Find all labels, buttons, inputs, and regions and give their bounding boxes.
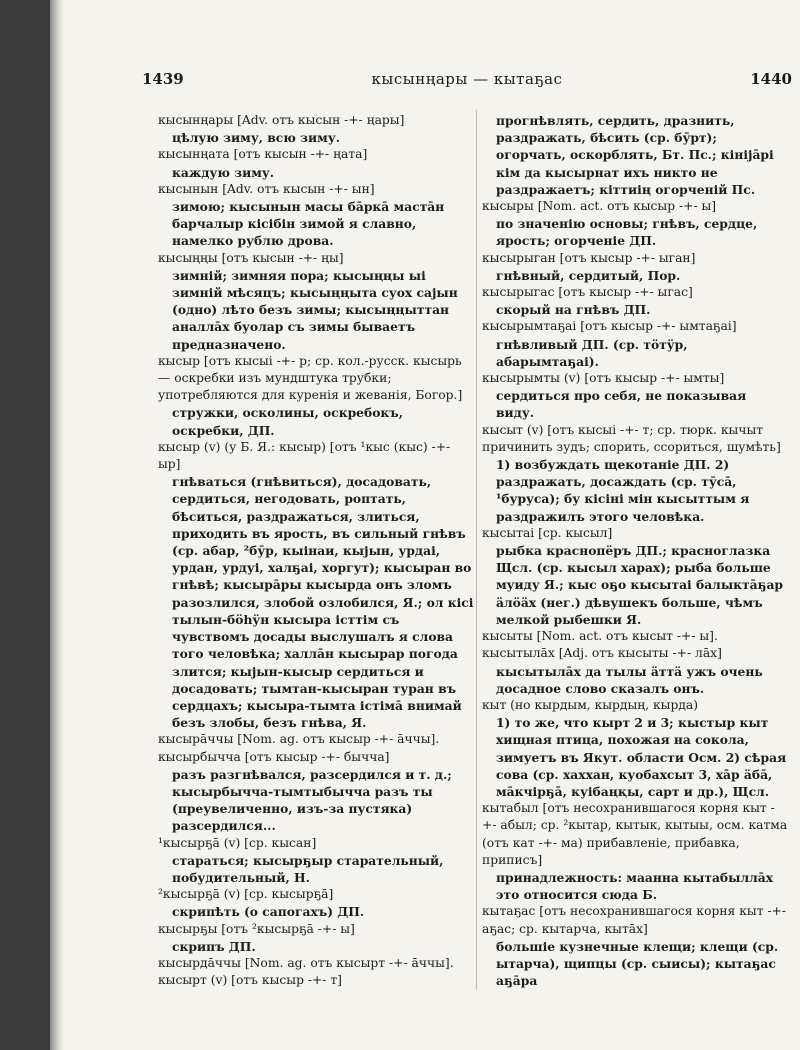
entry-definition: прогнѣвлять, сердить, дразнить, раздражать, бѣсить (ср. бӯрт); огорчать, оскорблять, Бт. Пс.; кініјāрі кім да кысырнат ихъ никто не раздражаетъ; кіттиің огорченій Пс. — [496, 113, 774, 197]
dictionary-entry — [482, 628, 788, 645]
dictionary-entry — [158, 731, 474, 748]
entry-definition: скрипѣть (о сапогахъ) ДП. — [172, 904, 365, 920]
dictionary-entry — [158, 972, 474, 989]
entry-headword: кысыңңы [отъ кысын -+- ңы] — [158, 250, 344, 265]
entry-definition: скрипъ ДП. — [172, 938, 256, 954]
dictionary-entry — [482, 645, 788, 697]
entry-definition: 1) то же, что кырт 2 и 3; кыстыр кыт хищная птица, похожая на сокола, зимуетъ въ Якут. области Осм. 2) сѣрая сова (ср. хаххан, куобахсыт 3, хāр äбā, мāкчірҕā, куібаңқы, сарт и др.), Щсл. — [496, 715, 787, 799]
entry-headword: кысырымтаҕаі [отъ кысыр -+- ымтаҕаі] — [482, 319, 737, 334]
dictionary-entry — [158, 146, 474, 180]
entry-headword: кысытаі [ср. кысыл] — [482, 525, 613, 540]
dictionary-entry — [158, 955, 474, 972]
dictionary-entry — [482, 318, 788, 370]
entry-headword: кысынңата [отъ кысын -+- ңата] — [158, 147, 368, 162]
entry-definition: стараться; кысырҕыр старательный, побудительный, Н. — [172, 852, 444, 885]
entry-headword: ¹кысырҕā (v) [ср. кысан] — [158, 835, 317, 850]
entry-headword: кысыры [Nom. act. отъ кысыр -+- ы] — [482, 199, 717, 214]
dictionary-entry — [158, 886, 474, 920]
right-column — [482, 112, 788, 1042]
entry-headword: кысыт (v) [отъ кысыі -+- т; ср. тюрк. кычыт причинить зудъ; спорить, ссориться, шумѣть] — [482, 422, 781, 454]
left-column — [158, 112, 474, 1042]
entry-definition: зимній; зимняя пора; кысыңңы ыі зимній мѣсяцъ; кысыңңыта суох сајын (одно) лѣто безъ зимы; кысыңңыттан аналлāх буолар съ зимы бываетъ предназначено. — [172, 267, 458, 352]
entry-definition: кысытылāх да тылы äттä ужъ очень досадное слово сказалъ онъ. — [496, 663, 763, 696]
entry-headword: кытаҕас [отъ несохранившагося корня кыт -+- аҕас; ср. кытарча, кытāх] — [482, 904, 787, 936]
entry-headword: кысырыган [отъ кысыр -+- ыган] — [482, 250, 696, 265]
entry-definition: 1) возбуждать щекотаніе ДП. 2) раздражать, досаждать (ср. тӯсā, ¹буруса); бу кісіні мін кысыттым я раздражилъ этого человѣка. — [496, 457, 750, 524]
entry-headword: кысырбычча [отъ кысыр -+- бычча] — [158, 749, 390, 764]
dictionary-entry — [482, 198, 788, 250]
entry-headword: кысынңары [Adv. отъ кысын -+- ңары] — [158, 113, 405, 127]
entry-headword: ²кысырҕā (v) [ср. кысырҕā] — [158, 887, 334, 902]
dictionary-entry — [482, 422, 788, 525]
entry-definition: сердиться про себя, не показывая виду. — [496, 388, 747, 421]
dictionary-entry — [482, 903, 788, 989]
page-title: кысынңары — кытаҕас — [371, 70, 563, 88]
entry-definition: стружки, осколины, оскребокъ, оскребки, ДП. — [172, 405, 403, 438]
entry-definition: гнѣваться (гнѣвиться), досадовать, сердиться, негодовать, роптать, бѣситься, раздражаться, злиться, приходить въ ярость, въ сильный гнѣвъ (ср. абар, ²бӯр, кыінаи, кыјын, урдаі, урдан, урдуі, халҕаі, хоргут); кысыран во гнѣвѣ; кысырāры кысырда онъ зломъ разозлился, злобой озлобился, Я.; ол кісі тылын-бӧһӱн кысыра істтім съ чувствомъ досады выслушалъ я слова того человѣка; халлāн кысырар погода злится; кыјын-кысыр сердиться и досадовать; тымтан-кысыран туран въ сердцахъ; кысыра-тымта істімā внимай безъ злобы, безъ гнѣва, Я. — [172, 474, 474, 731]
entry-definition: скорый на гнѣвъ ДП. — [496, 302, 651, 318]
dictionary-entry — [158, 439, 474, 731]
dictionary-entry — [482, 112, 788, 198]
page-binding-shadow — [50, 0, 64, 1050]
entry-headword: кысытылāх [Adj. отъ кысыты -+- лāх] — [482, 646, 722, 661]
dictionary-entry — [482, 800, 788, 903]
dictionary-entry — [158, 921, 474, 955]
entry-headword: кысырт (v) [отъ кысыр -+- т] — [158, 973, 342, 988]
entry-headword: кысырдāччы [Nom. ag. отъ кысырт -+- āччы]. — [158, 955, 454, 970]
dictionary-entry — [482, 697, 788, 800]
entry-definition: каждую зиму. — [172, 164, 275, 180]
entry-headword: кыт (но кырдым, кырдың, кырда) — [482, 697, 699, 712]
column-divider — [476, 110, 477, 990]
entry-definition: гнѣвный, сердитый, Пор. — [496, 267, 681, 283]
dictionary-entry — [482, 250, 788, 284]
entry-definition: гнѣвливый ДП. (ср. тӧтӱр, абарымтаҕаі). — [496, 336, 688, 369]
dictionary-entry — [482, 370, 788, 422]
entry-headword: кысырымты (v) [отъ кысыр -+- ымты] — [482, 371, 725, 386]
running-header — [142, 70, 792, 92]
dictionary-entry — [158, 181, 474, 250]
dictionary-entry — [158, 250, 474, 353]
page-number-left: 1439 — [142, 70, 184, 88]
entry-headword: кысыр (v) (у Б. Я.: кысыр) [отъ ¹кыс (кыс) -+- ыр] — [158, 439, 451, 472]
entry-headword: кысыр [отъ кысыі -+- р; ср. кол.-русск. кысырь — оскребки изъ мундштука трубки; употребляются для куренія и жеванія, Богор.] — [158, 353, 463, 403]
entry-definition: разъ разгнѣвался, разсердился и т. д.; кысырбычча-тымтыбычча разъ ты (преувеличенно, изъ-за пустяка) разсердился... — [172, 766, 452, 834]
dictionary-page — [50, 0, 800, 1050]
dictionary-entry — [158, 835, 474, 887]
dictionary-entry — [158, 112, 474, 146]
dictionary-entry — [158, 353, 474, 439]
page-number-right: 1440 — [750, 70, 792, 88]
entry-definition: принадлежность: мааннa кытабыллāх это относится сюда Б. — [496, 869, 774, 903]
entry-definition: большіе кузнечные клещи; клещи (ср. ытарча), щипцы (ср. сыисы); кытаҕас аҕāра — [496, 938, 779, 989]
entry-headword: кысынын [Adv. отъ кысын -+- ын] — [158, 181, 375, 196]
entry-headword: кысырāччы [Nom. ag. отъ кысыр -+- āччы]. — [158, 732, 440, 747]
dictionary-entry — [482, 284, 788, 318]
entry-definition: зимою; кысынын масы бāркā мастāн барчалыр кісібін зимой я славно, намелко рублю дрова. — [172, 199, 445, 249]
entry-definition: рыбка краснопёръ ДП.; красноглазка Щсл. (ср. кысыл харах); рыба больше муиду Я.; кыс оҕо кысытаі балыктāҕар äлöäх (нег.) дѣвушекъ больше, чѣмъ мелкой рыбешки Я. — [496, 543, 784, 627]
entry-headword: кысырҕы [отъ ²кысырҕā -+- ы] — [158, 921, 355, 936]
dictionary-entry — [158, 749, 474, 835]
dictionary-entry — [482, 525, 788, 628]
entry-definition: цѣлую зиму, всю зиму. — [172, 130, 340, 146]
entry-definition: по значенію основы; гнѣвъ, сердце, ярость; огорченіе ДП. — [496, 216, 758, 249]
entry-headword: кысыты [Nom. act. отъ кысыт -+- ы]. — [482, 629, 718, 644]
entry-headword: кытабыл [отъ несохранившагося корня кыт -+- абыл; ср. ²кытар, кытык, кытыы, осм. катма (отъ кат -+- ма) прибавленіе, прибавка, приписъ] — [482, 801, 788, 867]
entry-headword: кысырыгас [отъ кысыр -+- ыгас] — [482, 285, 693, 300]
